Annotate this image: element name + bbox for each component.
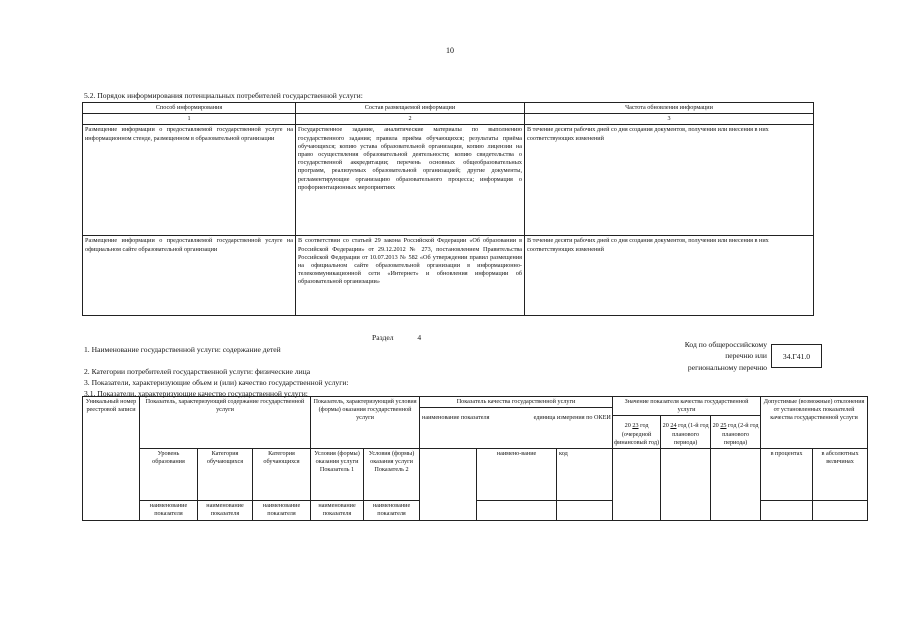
year-1-cell [613, 449, 661, 521]
section-label-text: Раздел [372, 333, 394, 342]
section-5-2-heading: 5.2. Порядок информирования потенциальных потребителей государственной услуги: [84, 91, 363, 100]
table-row-content: Государственное задание, аналитические материалы по выполнению государственного задания; правила приёма обучающихся; результаты приёма обучающихся; копию устава образовательной организации, копию лицензии на право осуществления образовательной деятельности; копию свидетельства о государственной аккредитации; перечень основных общеобразовательных программ, реализуемых образовательной организацией; другие документы, регламентирующие организацию образовательного процесса; информация о профориентационных мероприятиях [296, 125, 525, 236]
subheader-unit-name: наимено-вание [477, 449, 557, 501]
consumer-category-line: 2. Категории потребителей государственной услуги: физические лица [84, 367, 311, 376]
header-method: Способ информирования [83, 103, 296, 114]
year-columns [613, 416, 760, 448]
header-frequency: Частота обновления информации [525, 103, 814, 114]
quality-indicator-subheaders [420, 408, 612, 422]
header-conditions-indicator: Показатель, характеризующий условия (формы) оказания государственной услуги [311, 397, 420, 449]
section-label [372, 333, 421, 342]
column-number: 3 [525, 114, 814, 125]
indicator-name-label: наименование показателя [364, 501, 420, 521]
header-content-indicator: Показатель, характеризующий содержание государственной услуги [140, 397, 311, 449]
unit-name-cell [477, 501, 557, 521]
indicators-line: 3. Показатели, характеризующие объем и (или) качество государственной услуги: [84, 378, 349, 387]
deviation-percent-cell [761, 501, 813, 521]
header-quality-value [613, 397, 761, 449]
column-number: 1 [83, 114, 296, 125]
indicator-name-cell [420, 449, 477, 521]
quality-value-title: Значение показателя качества государственной услуги [613, 397, 760, 416]
subheader-category-2: Категория обучающихся [253, 449, 311, 501]
column-number: 2 [296, 114, 525, 125]
year-2-prefix: 20 [662, 422, 669, 430]
subheader-category: Категория обучающихся [198, 449, 253, 501]
subheader-level: Уровень образования [140, 449, 198, 501]
code-label-3: региональному перечню [687, 363, 767, 372]
indicator-name-header: наименование показателя [422, 414, 490, 422]
quality-indicators-table [82, 396, 868, 521]
deviation-absolute-cell [813, 501, 868, 521]
year-3-prefix: 20 [712, 422, 719, 430]
year-3-cell [711, 449, 761, 521]
table-row-content: В соответствии со статьей 29 закона Российской Федерации «Об образовании в Российской Федерации» от 29.12.2012 № 273, постановлением Правительства Российской Федерации от 10.07.2013 № 582 «Об утверждении правил размещения на официальном сайте образовательной организации в информационно-телекоммуникационной сети «Интернет» и обновления информации об образовательной организации» [296, 236, 525, 316]
code-label-1: Код по общероссийскому [684, 340, 767, 349]
indicator-name-label: наименование показателя [253, 501, 311, 521]
header-deviation: Допустимые (возможные) отклонения от установленных показателей качества государственной услуги [761, 397, 868, 449]
table-row-method: Размещение информации о предоставляемой государственной услуге на официальном сайте образовательной организации [83, 236, 296, 316]
subheader-condition-1: Условия (формы) оказания услуги Показатель 1 [311, 449, 364, 501]
header-content: Состав размещаемой информации [296, 103, 525, 114]
subheader-percent: в процентах [761, 449, 813, 501]
year-2-cell [661, 449, 711, 521]
table-row-method: Размещение информации о предоставляемой государственной услуге на информационном стенде, размещенном в образовательной организации [83, 125, 296, 236]
year-1-prefix: 20 [624, 422, 631, 430]
year-3-label: год (2-й год планового периода) [722, 422, 759, 446]
table-row-frequency: В течение десяти рабочих дней со дня создания документов, получения или внесения в них соответствующих изменений [525, 125, 814, 236]
informing-table [82, 102, 814, 316]
quality-indicators-line: 3.1. Показатели, характеризующие качество государственной услуги: [84, 389, 308, 398]
service-name-line: 1. Наименование государственной услуги: содержание детей [84, 345, 281, 354]
code-label-2: перечню или [725, 351, 767, 360]
header-quality-indicator [420, 397, 613, 449]
indicator-name-label: наименование показателя [140, 501, 198, 521]
indicator-name-label: наименование показателя [198, 501, 253, 521]
quality-indicator-title: Показатель качества государственной услуги [420, 397, 612, 408]
year-3-value: 25 [720, 422, 727, 430]
indicator-name-label: наименование показателя [311, 501, 364, 521]
header-registry-number: Уникальный номер реестровой записи [83, 397, 140, 521]
subheader-unit-code: код [557, 449, 613, 501]
year-2-header [661, 416, 711, 448]
subheader-condition-2: Условия (формы) оказания услуги Показатель 2 [364, 449, 420, 501]
year-3-header [711, 416, 760, 448]
unit-code-cell [557, 501, 613, 521]
year-1-header [613, 416, 661, 448]
year-2-label: год (1-й год планового периода) [672, 422, 709, 446]
year-2-value: 24 [670, 422, 677, 430]
unit-header: единица измерения по ОКЕИ [533, 414, 611, 422]
registry-code-box: 34.Г41.0 [771, 344, 822, 368]
page-number: 10 [446, 46, 454, 55]
table-row-frequency: В течение десяти рабочих дней со дня создания документов, получения или внесения в них соответствующих изменений [525, 236, 814, 316]
year-1-label: год (очередной финансовый год) [614, 422, 660, 446]
year-1-value: 23 [632, 422, 639, 430]
section-number: 4 [417, 333, 422, 342]
subheader-absolute: в абсолютных величинах [813, 449, 868, 501]
